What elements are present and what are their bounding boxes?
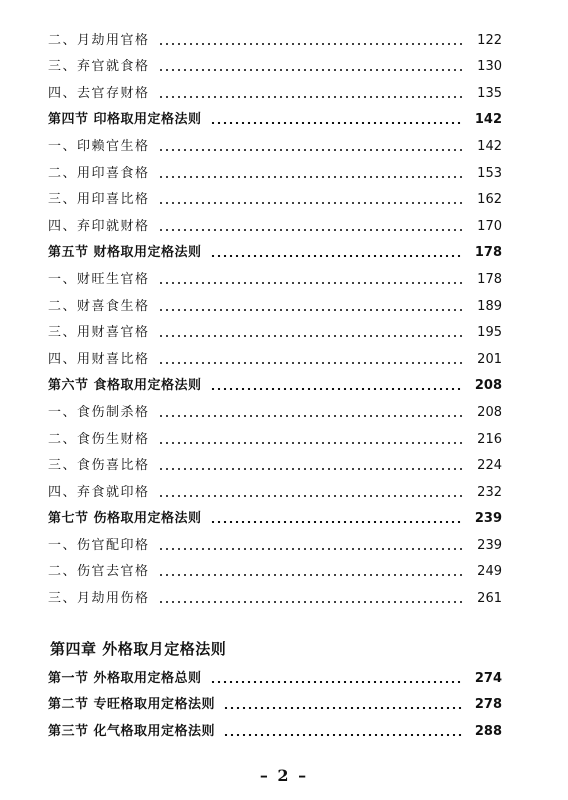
toc-entry-label: 二、食伤生财格: [48, 431, 150, 447]
toc-entry-label: 四、去官存财格: [48, 85, 150, 101]
toc-entry-page: 274: [474, 670, 502, 686]
toc-entry-label: 三、食伤喜比格: [48, 458, 150, 474]
toc-entry-page: 170: [477, 218, 502, 234]
dot-leader: [158, 468, 462, 470]
toc-entry-page: 239: [474, 511, 502, 527]
toc-entry-label: 二、财喜食生格: [48, 298, 150, 314]
toc-entry[interactable]: [48, 22, 502, 49]
dot-leader: [158, 335, 462, 337]
toc-entry-page: 162: [477, 192, 502, 208]
dot-leader: [210, 521, 462, 523]
toc-entry-label: 三、用财喜官格: [48, 325, 150, 341]
toc-entry[interactable]: [48, 261, 502, 288]
toc-entry-label: 第三节 化气格取用定格法则: [48, 723, 216, 739]
toc-entry-label: 二、伤官去官格: [48, 564, 150, 580]
dot-leader: [158, 282, 462, 284]
toc-entry-label: 四、弃印就财格: [48, 218, 150, 234]
toc-section-entry[interactable]: [48, 501, 502, 528]
toc-entry-label: 一、食伤制杀格: [48, 404, 150, 420]
toc-entry[interactable]: [48, 75, 502, 102]
toc-entry[interactable]: [48, 182, 502, 209]
dot-leader: [223, 734, 462, 736]
toc-entry-page: 239: [477, 537, 502, 553]
toc-entry-label: 三、月劫用伤格: [48, 591, 150, 607]
toc-entry-page: 130: [477, 59, 502, 75]
dot-leader: [210, 388, 462, 390]
toc-entry-page: 153: [477, 165, 502, 181]
toc-entry[interactable]: [48, 315, 502, 342]
toc-entry-page: 142: [477, 138, 502, 154]
toc-entry[interactable]: [48, 580, 502, 607]
toc-entry[interactable]: [48, 208, 502, 235]
toc-entry-label: 四、用财喜比格: [48, 351, 150, 367]
toc-entry[interactable]: [48, 128, 502, 155]
toc-entry-label: 第二节 专旺格取用定格法则: [48, 697, 216, 713]
toc-section-entry[interactable]: [48, 235, 502, 262]
dot-leader: [158, 202, 462, 204]
dot-leader: [158, 601, 462, 603]
toc-entry-page: 208: [477, 404, 502, 420]
toc-entry-page: 232: [477, 484, 502, 500]
toc-entry-label: 四、弃食就印格: [48, 484, 150, 500]
toc-section-entry[interactable]: [48, 660, 502, 687]
toc-entry-label: 第五节 财格取用定格法则: [48, 245, 202, 261]
toc-entry[interactable]: [48, 421, 502, 448]
dot-leader: [158, 43, 462, 45]
toc-entry[interactable]: [48, 448, 502, 475]
toc-entry-label: 三、用印喜比格: [48, 192, 150, 208]
toc-entry-page: 224: [477, 458, 502, 474]
dot-leader: [158, 442, 462, 444]
toc-entry-label: 一、财旺生官格: [48, 271, 150, 287]
toc-entry-label: 二、月劫用官格: [48, 32, 150, 48]
toc-entry[interactable]: [48, 49, 502, 76]
dot-leader: [158, 574, 462, 576]
chapter-heading: 第四章 外格取月定格法则: [50, 640, 227, 658]
toc-entry[interactable]: [48, 341, 502, 368]
toc-entry[interactable]: [48, 554, 502, 581]
toc-entry-page: 189: [477, 298, 502, 314]
dot-leader: [158, 309, 462, 311]
dot-leader: [158, 149, 462, 151]
dot-leader: [158, 495, 462, 497]
toc-entry-page: 135: [477, 85, 502, 101]
toc-entry[interactable]: [48, 394, 502, 421]
toc-entry-page: 142: [474, 112, 502, 128]
toc-entry-page: 201: [477, 351, 502, 367]
toc-entry-page: 178: [474, 245, 502, 261]
dot-leader: [210, 255, 462, 257]
dot-leader: [158, 415, 462, 417]
toc-entry-page: 178: [477, 271, 502, 287]
toc-entry-page: 216: [477, 431, 502, 447]
dot-leader: [158, 176, 462, 178]
dot-leader: [210, 681, 462, 683]
toc-entry-page: 195: [477, 325, 502, 341]
toc-list-chapter-four: [48, 660, 502, 740]
dot-leader: [158, 548, 462, 550]
toc-section-entry[interactable]: [48, 102, 502, 129]
dot-leader: [158, 229, 462, 231]
toc-section-entry[interactable]: [48, 368, 502, 395]
toc-entry-label: 第六节 食格取用定格法则: [48, 378, 202, 394]
dot-leader: [158, 96, 462, 98]
dot-leader: [158, 69, 462, 71]
toc-entry-label: 一、伤官配印格: [48, 537, 150, 553]
toc-entry-page: 122: [477, 32, 502, 48]
dot-leader: [223, 707, 462, 709]
toc-entry-label: 二、用印喜食格: [48, 165, 150, 181]
toc-section-entry[interactable]: [48, 713, 502, 740]
toc-entry-page: 208: [474, 378, 502, 394]
toc-entry[interactable]: [48, 527, 502, 554]
toc-entry-label: 第七节 伤格取用定格法则: [48, 511, 202, 527]
toc-entry-page: 261: [477, 591, 502, 607]
toc-section-entry[interactable]: [48, 687, 502, 714]
toc-entry[interactable]: [48, 288, 502, 315]
toc-list: [48, 22, 502, 607]
toc-entry-page: 249: [477, 564, 502, 580]
toc-entry[interactable]: [48, 474, 502, 501]
toc-entry-label: 三、弃官就食格: [48, 59, 150, 75]
page-number: – 2 –: [259, 766, 309, 785]
toc-entry-page: 278: [474, 697, 502, 713]
toc-entry-label: 第四节 印格取用定格法则: [48, 112, 202, 128]
dot-leader: [158, 362, 462, 364]
toc-entry[interactable]: [48, 155, 502, 182]
dot-leader: [210, 122, 462, 124]
toc-entry-page: 288: [474, 723, 502, 739]
toc-entry-label: 一、印赖官生格: [48, 138, 150, 154]
toc-entry-label: 第一节 外格取用定格总则: [48, 670, 202, 686]
